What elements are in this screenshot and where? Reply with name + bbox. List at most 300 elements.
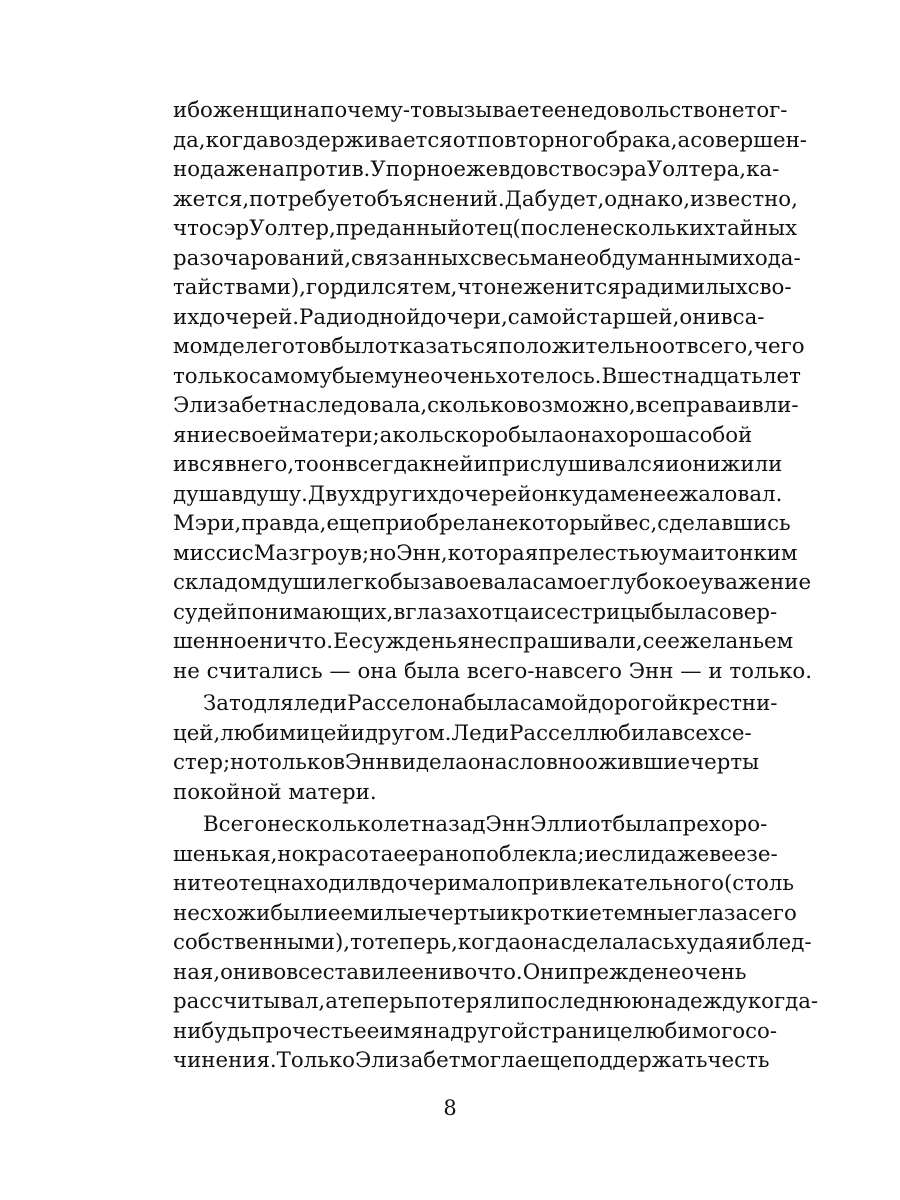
word: была: [612, 812, 669, 837]
word: Энн,: [396, 540, 448, 566]
word: и: [173, 452, 188, 477]
word: от: [662, 334, 687, 359]
word: наследовала,: [278, 393, 428, 418]
word: красота: [304, 841, 394, 867]
word: собственными),: [173, 930, 351, 955]
word: сужденья: [361, 629, 471, 654]
word: кроткие: [510, 900, 602, 926]
word: ней: [432, 452, 474, 477]
word: стер;: [173, 750, 231, 775]
word: он: [531, 481, 559, 507]
word: черты: [426, 900, 496, 926]
word: разочарований,: [173, 245, 352, 271]
word: куда: [558, 481, 611, 507]
paragraph: [173, 810, 819, 1076]
word: самое: [532, 570, 600, 595]
word: тайных: [715, 216, 798, 241]
word: что: [173, 216, 212, 241]
text-line: [173, 214, 798, 244]
word: женщина: [212, 98, 321, 123]
word: ная,: [173, 959, 221, 985]
word: вся: [187, 452, 225, 477]
word: рано: [418, 841, 472, 867]
text-line: [173, 1017, 778, 1047]
word: и: [665, 452, 680, 477]
word: сэра: [596, 157, 647, 182]
word: Мэри,: [173, 511, 242, 536]
word: очень: [681, 959, 747, 985]
word: находил: [276, 871, 370, 896]
paragraph: [173, 689, 778, 807]
word: прежде: [568, 959, 655, 985]
word: и: [700, 540, 715, 566]
text-line: [173, 627, 794, 657]
word: готов: [270, 334, 332, 359]
word: сделавшись: [657, 511, 791, 536]
word: во: [452, 959, 478, 985]
word: если: [598, 841, 652, 867]
word: но: [369, 540, 397, 566]
word: ните: [173, 871, 226, 896]
word: а: [379, 422, 393, 448]
word: правда,: [241, 511, 327, 536]
word: а: [325, 989, 338, 1014]
word: ни: [424, 959, 453, 985]
word: не: [470, 629, 498, 654]
word: Элизабет: [354, 1048, 461, 1073]
word: когда-: [747, 989, 819, 1014]
word: честь: [707, 1048, 770, 1073]
word: очень: [430, 363, 496, 389]
word: нескольких: [585, 216, 716, 241]
word: —: [329, 658, 351, 684]
word: прислушивался: [487, 452, 666, 477]
word: ибо: [173, 98, 213, 123]
word: всего,: [686, 334, 754, 359]
word: Элизабет: [173, 393, 279, 418]
text-line: [173, 987, 819, 1017]
word: скоро: [443, 422, 509, 448]
word: глубокое: [599, 570, 701, 595]
word: воздерживается: [268, 127, 453, 153]
word: деле: [218, 334, 271, 359]
text-line: [173, 778, 743, 808]
word: в: [224, 452, 237, 477]
word: несхожи: [173, 900, 271, 926]
word: другом.: [364, 720, 452, 746]
word: шенькая,: [173, 841, 278, 867]
word: ка-: [746, 157, 780, 182]
word: ее: [721, 841, 747, 867]
word: только: [257, 750, 334, 775]
word: видела: [389, 750, 468, 775]
text-line: [173, 568, 812, 598]
word: жили: [720, 452, 783, 477]
word: ожившие: [584, 750, 691, 775]
word: любимицей: [220, 720, 351, 746]
word: когда: [457, 930, 521, 955]
word: в: [231, 481, 244, 507]
word: нибудь: [173, 1018, 252, 1044]
word: ее: [327, 900, 354, 926]
word: однако,: [604, 186, 690, 212]
word: весьма: [482, 245, 560, 271]
word: необдуманными: [559, 245, 743, 271]
word: покойной: [173, 779, 282, 805]
word: потерял: [414, 989, 507, 1014]
word: теперь,: [374, 930, 458, 955]
word: бы: [390, 570, 420, 595]
word: в: [709, 841, 722, 867]
word: в: [369, 871, 382, 896]
word: несколько: [267, 812, 384, 837]
word: она: [564, 422, 604, 448]
word: привлекательного: [517, 871, 724, 896]
word: жется,: [173, 186, 250, 212]
word: то: [350, 930, 375, 955]
word: самому: [248, 363, 332, 389]
word: Рассел: [509, 720, 587, 746]
text-line: [173, 598, 778, 628]
word: поблекла;: [471, 841, 585, 867]
word: ума: [658, 540, 701, 566]
word: будет,: [534, 186, 605, 212]
word: с: [470, 245, 482, 271]
word: дочери,: [420, 304, 508, 330]
word: сделалась: [560, 930, 675, 955]
word: всегда: [345, 452, 420, 477]
word: и: [506, 989, 521, 1014]
text-line: [173, 1046, 770, 1076]
word: почему-то: [320, 98, 435, 123]
page-number: 8: [443, 1096, 457, 1120]
word: лет: [383, 812, 422, 837]
word: хороша: [603, 422, 688, 448]
word: считались: [206, 658, 323, 684]
word: объяснений.: [363, 186, 505, 212]
word: поддержать: [572, 1048, 708, 1073]
word: совер-: [707, 599, 778, 625]
word: ничто.: [259, 629, 334, 654]
word: тем,: [409, 275, 458, 300]
word: миссис: [173, 540, 254, 566]
text-line: [173, 480, 783, 510]
word: ее: [393, 841, 419, 867]
word: сестрицы: [544, 599, 651, 625]
word: была: [651, 599, 707, 625]
word: была: [508, 422, 565, 448]
word: а: [677, 127, 691, 153]
word: даже: [200, 157, 259, 182]
word: Всего: [203, 812, 268, 837]
word: что: [457, 275, 497, 300]
word: Рассел: [347, 691, 425, 716]
word: другой: [450, 1018, 528, 1044]
word: ее: [541, 98, 567, 123]
text-line: [173, 719, 752, 749]
word: (после: [512, 216, 586, 241]
word: дочерей.: [199, 304, 300, 330]
word: ее: [654, 629, 680, 654]
word: Двух: [307, 481, 362, 507]
word: отказаться: [374, 334, 499, 359]
word: спрашивали,: [497, 629, 643, 654]
word: и: [247, 959, 262, 985]
word: хотелось.: [495, 363, 602, 389]
word: и: [473, 452, 488, 477]
word: приобрела: [371, 511, 492, 536]
word: Мазгроув;: [253, 540, 370, 566]
word: Ради: [299, 304, 354, 330]
word: и: [350, 720, 365, 746]
word: тонким: [714, 540, 798, 566]
word: Уолтер,: [249, 216, 336, 241]
text-line: [173, 657, 812, 687]
text-line: [173, 840, 778, 870]
word: (столь: [724, 871, 794, 896]
word: Энн: [345, 750, 390, 775]
word: леди: [293, 691, 348, 716]
word: ставил: [322, 959, 399, 985]
word: словно: [507, 750, 585, 775]
word: матери.: [288, 779, 377, 805]
word: своей: [227, 422, 291, 448]
word: в: [333, 750, 346, 775]
word: потребует: [249, 186, 364, 212]
word: надежду: [649, 989, 748, 1014]
word: она: [520, 930, 561, 955]
word: —: [680, 658, 702, 684]
word: для: [253, 691, 294, 716]
word: и: [738, 930, 753, 955]
text-line: [173, 869, 794, 899]
text-line: [173, 126, 807, 156]
word: мом: [173, 334, 219, 359]
word: матери;: [290, 422, 380, 448]
word: к: [419, 452, 433, 477]
word: глаза: [686, 900, 749, 926]
word: зе-: [746, 841, 778, 867]
word: вызывает: [434, 98, 542, 123]
word: но: [230, 750, 258, 775]
word: складом: [173, 570, 267, 595]
word: он: [679, 304, 707, 330]
word: хода-: [742, 245, 801, 271]
word: сколько: [427, 393, 517, 418]
word: напротив.: [258, 157, 371, 182]
text-line: [173, 303, 765, 333]
word: он: [318, 452, 346, 477]
word: ее: [398, 959, 425, 985]
word: милых: [674, 275, 748, 300]
word: и: [706, 304, 721, 330]
text-line: [173, 450, 783, 480]
word: старшей,: [575, 304, 680, 330]
word: была: [463, 691, 520, 716]
word: жаловал.: [678, 481, 783, 507]
word: теперь: [337, 989, 415, 1014]
word: то: [294, 452, 319, 477]
word: понимающих,: [237, 599, 394, 625]
word: его: [760, 900, 797, 926]
text-line: [173, 421, 753, 451]
text-line: [173, 509, 791, 539]
word: странице: [527, 1018, 633, 1044]
word: ему: [361, 363, 404, 389]
word: и: [554, 959, 569, 985]
word: она: [424, 691, 464, 716]
word: они: [679, 452, 721, 477]
word: Эллиот: [530, 812, 613, 837]
word: легко: [326, 570, 391, 595]
word: чинения.: [173, 1048, 277, 1073]
word: и: [495, 900, 511, 926]
word: блед-: [752, 930, 812, 955]
word: и: [737, 393, 752, 418]
word: гордился: [305, 275, 410, 300]
word: еще: [326, 511, 372, 536]
word: Уолтера,: [646, 157, 747, 182]
word: глазах: [405, 599, 480, 625]
word: любимого: [632, 1018, 746, 1044]
word: судей: [173, 599, 238, 625]
word: на: [423, 1018, 451, 1044]
word: уважение: [700, 570, 812, 595]
word: был: [331, 334, 375, 359]
word: положительно: [498, 334, 663, 359]
word: права: [672, 393, 738, 418]
word: еще: [527, 1048, 573, 1073]
text-line: [173, 689, 778, 719]
word: даже: [651, 841, 710, 867]
word: брака,: [605, 127, 678, 153]
word: завоевала: [419, 570, 533, 595]
word: желаньем: [679, 629, 794, 654]
word: дорогой: [588, 691, 679, 716]
word: лет: [763, 363, 801, 389]
text-line: [173, 362, 801, 392]
word: прехоро-: [668, 812, 768, 837]
word: не: [717, 98, 745, 123]
word: Упорное: [370, 157, 466, 182]
word: темные: [601, 900, 687, 926]
word: сво-: [747, 275, 792, 300]
word: совершен-: [690, 127, 807, 153]
word: Только: [276, 1048, 355, 1073]
word: с: [642, 629, 655, 654]
word: крестни-: [678, 691, 778, 716]
word: прочесть: [251, 1018, 355, 1044]
word: души: [266, 570, 327, 595]
word: и: [708, 658, 723, 684]
word: вовсе: [261, 959, 323, 985]
text-line: [173, 928, 812, 958]
word: других: [361, 481, 439, 507]
word: самой: [519, 691, 589, 716]
word: преданный: [335, 216, 462, 241]
text-line: [173, 185, 798, 215]
text-line: [173, 244, 801, 274]
word: да,: [173, 127, 206, 153]
text-line: [173, 273, 792, 303]
word: была: [404, 658, 461, 684]
word: прелестью: [538, 540, 659, 566]
word: Энн: [485, 812, 531, 837]
word: Энн: [628, 658, 674, 684]
word: могла: [460, 1048, 528, 1073]
word: но: [173, 157, 201, 182]
text-line: [173, 748, 760, 778]
word: душу.: [243, 481, 308, 507]
word: Да: [504, 186, 535, 212]
word: вес,: [613, 511, 658, 536]
word: яние: [173, 422, 228, 448]
page-body: [173, 96, 819, 1076]
word: со-: [745, 1018, 778, 1044]
text-line: [173, 958, 747, 988]
word: возможно,: [516, 393, 636, 418]
word: он: [220, 959, 248, 985]
word: вдовство: [498, 157, 597, 182]
word: душа: [173, 481, 232, 507]
word: не: [173, 658, 200, 684]
word: с: [748, 900, 761, 926]
word: только: [173, 363, 249, 389]
word: одной: [353, 304, 421, 330]
word: в: [720, 304, 733, 330]
word: мало: [461, 871, 518, 896]
word: худая: [674, 930, 739, 955]
word: тог-: [744, 98, 788, 123]
word: женится: [522, 275, 621, 300]
word: шестнадцать: [617, 363, 763, 389]
word: некоторый: [491, 511, 614, 536]
word: она: [467, 750, 508, 775]
word: что.: [477, 959, 523, 985]
word: она: [357, 658, 398, 684]
word: Он: [522, 959, 555, 985]
word: отец: [461, 216, 513, 241]
word: менее: [610, 481, 679, 507]
word: сэр: [211, 216, 250, 241]
word: последнюю: [520, 989, 650, 1014]
word: всех: [671, 720, 720, 746]
paragraph: [173, 96, 812, 686]
word: цей,: [173, 720, 221, 746]
word: связанных: [351, 245, 471, 271]
word: черты: [690, 750, 760, 775]
word: и: [584, 841, 599, 867]
word: повторного: [477, 127, 606, 153]
word: Зато: [203, 691, 254, 716]
word: него,: [236, 452, 295, 477]
word: шенное: [173, 629, 260, 654]
text-line: [173, 899, 797, 929]
text-line: [173, 810, 768, 840]
word: се-: [719, 720, 752, 746]
word: все: [635, 393, 673, 418]
word: В: [601, 363, 618, 389]
text-line: [173, 96, 788, 126]
word: коль: [392, 422, 444, 448]
word: известно,: [689, 186, 798, 212]
word: но: [277, 841, 305, 867]
word: самой: [507, 304, 576, 330]
word: недовольство: [566, 98, 718, 123]
word: любила: [586, 720, 672, 746]
word: назад: [421, 812, 486, 837]
word: дочерей: [438, 481, 532, 507]
